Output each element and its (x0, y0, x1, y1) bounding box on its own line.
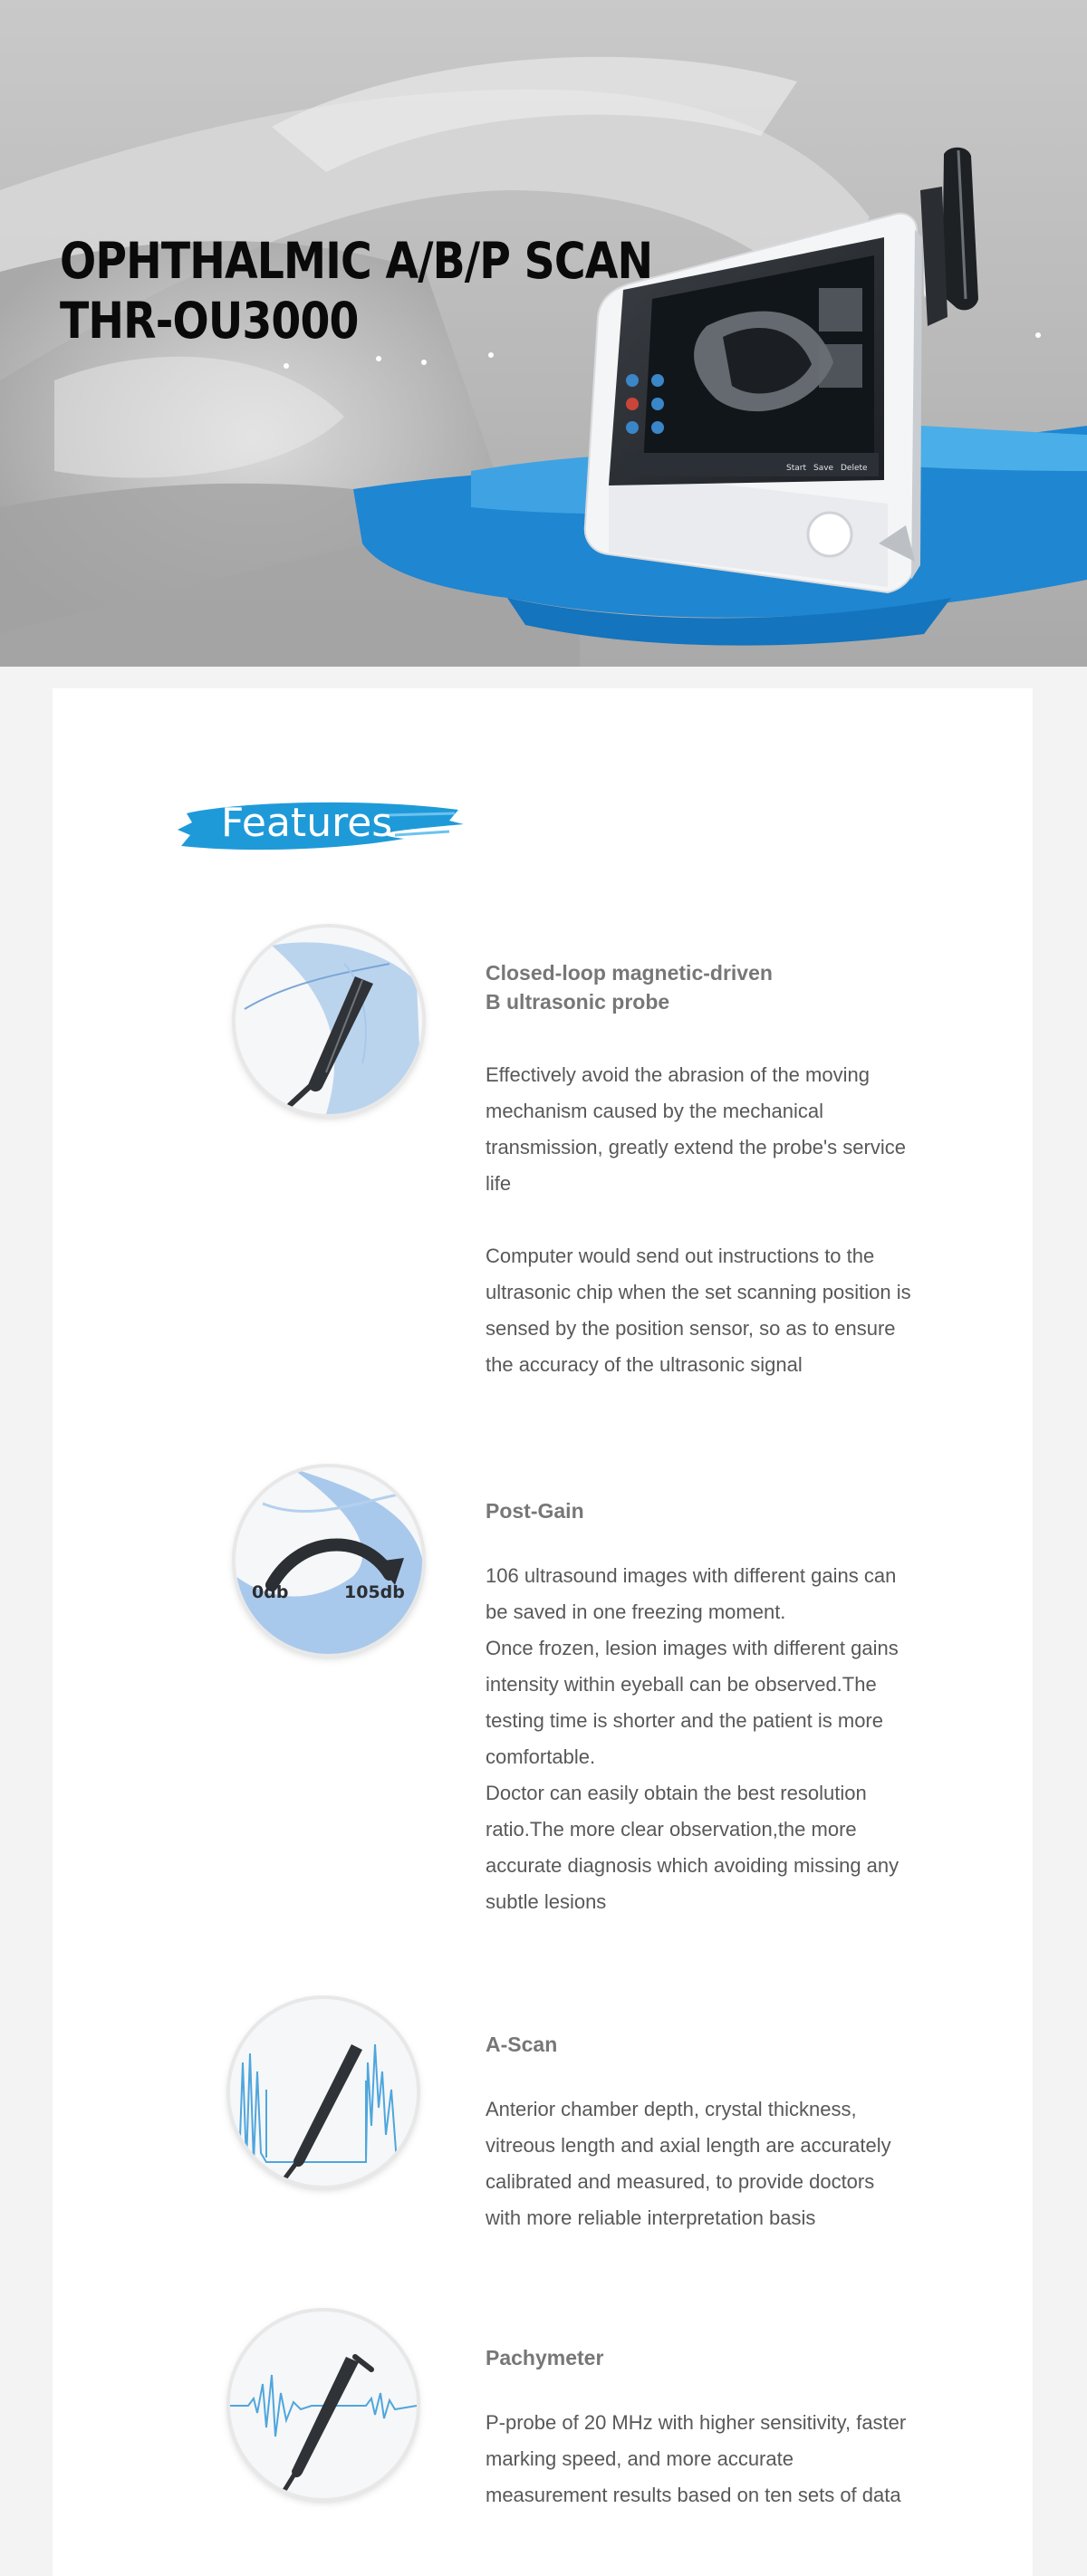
feature-4-line: P-probe of 20 MHz with higher sensitivity, faster (486, 2411, 907, 2434)
title-line-1: OPHTHALMIC A/B/P SCAN (60, 232, 653, 290)
feature-3-line: vitreous length and axial length are accurately (486, 2134, 891, 2157)
feature-1-description (486, 1057, 957, 1383)
feature-1-line: the accuracy of the ultrasonic signal (486, 1353, 803, 1376)
feature-4-line: measurement results based on ten sets of data (486, 2484, 901, 2506)
feature-4-title (486, 2343, 975, 2372)
feature-2-title-line-1: Post-Gain (486, 1499, 584, 1523)
feature-3-title (486, 2030, 975, 2059)
feature-1-line: ultrasonic chip when the set scanning position is (486, 1281, 911, 1303)
feature-2-line: Doctor can easily obtain the best resolution (486, 1782, 867, 1804)
screen-delete-label: Delete (841, 464, 868, 473)
hero-banner (0, 0, 1087, 667)
feature-3-line: calibrated and measured, to provide doctors (486, 2170, 875, 2193)
feature-2-description (486, 1558, 957, 1920)
feature-2-title (486, 1496, 975, 1525)
gain-high-label: 105db (344, 1582, 405, 1602)
feature-3-line: Anterior chamber depth, crystal thickness, (486, 2098, 857, 2120)
gain-low-label: 0db (252, 1582, 289, 1602)
feature-1-title-line-2: B ultrasonic probe (486, 990, 670, 1014)
feature-1-line: Computer would send out instructions to the (486, 1245, 875, 1267)
feature-2-line: be saved in one freezing moment. (486, 1600, 786, 1623)
screen-start-label: Start (786, 464, 806, 473)
feature-1-line: life (486, 1172, 512, 1195)
gain-arrow-icon (236, 1467, 422, 1654)
feature-1-title (486, 958, 975, 1016)
feature-1-line: transmission, greatly extend the probe's service (486, 1136, 906, 1158)
feature-2-line: ratio.The more clear observation,the more (486, 1818, 857, 1841)
feature-4-line: marking speed, and more accurate (486, 2447, 794, 2470)
feature-1-line: mechanism caused by the mechanical (486, 1100, 823, 1122)
feature-2-line: accurate diagnosis which avoiding missing any (486, 1854, 899, 1877)
feature-1-line: sensed by the position sensor, so as to ensure (486, 1317, 896, 1340)
feature-3-description (486, 2091, 957, 2236)
pachymeter-probe-icon (230, 2312, 417, 2498)
page-title (60, 231, 652, 351)
feature-3-line: with more reliable interpretation basis (486, 2206, 816, 2229)
feature-4-description (486, 2405, 957, 2514)
feature-2-line: testing time is shorter and the patient is more (486, 1709, 883, 1732)
a-scan-waveform-icon (230, 1999, 417, 2186)
screen-save-label: Save (813, 464, 834, 473)
feature-2-line: subtle lesions (486, 1890, 607, 1913)
feature-4-title-line-1: Pachymeter (486, 2346, 604, 2369)
feature-1-line: Effectively avoid the abrasion of the moving (486, 1063, 870, 1086)
feature-3-title-line-1: A-Scan (486, 2033, 558, 2056)
feature-2-line: 106 ultrasound images with different gains can (486, 1564, 897, 1587)
feature-2-line: intensity within eyeball can be observed.The (486, 1673, 877, 1696)
feature-1-title-line-1: Closed-loop magnetic-driven (486, 961, 773, 985)
title-line-2: THR-OU3000 (60, 292, 359, 350)
features-heading: Features (221, 800, 393, 846)
probe-icon (236, 928, 422, 1114)
feature-2-line: Once frozen, lesion images with different gains (486, 1637, 899, 1659)
feature-2-line: comfortable. (486, 1745, 596, 1768)
